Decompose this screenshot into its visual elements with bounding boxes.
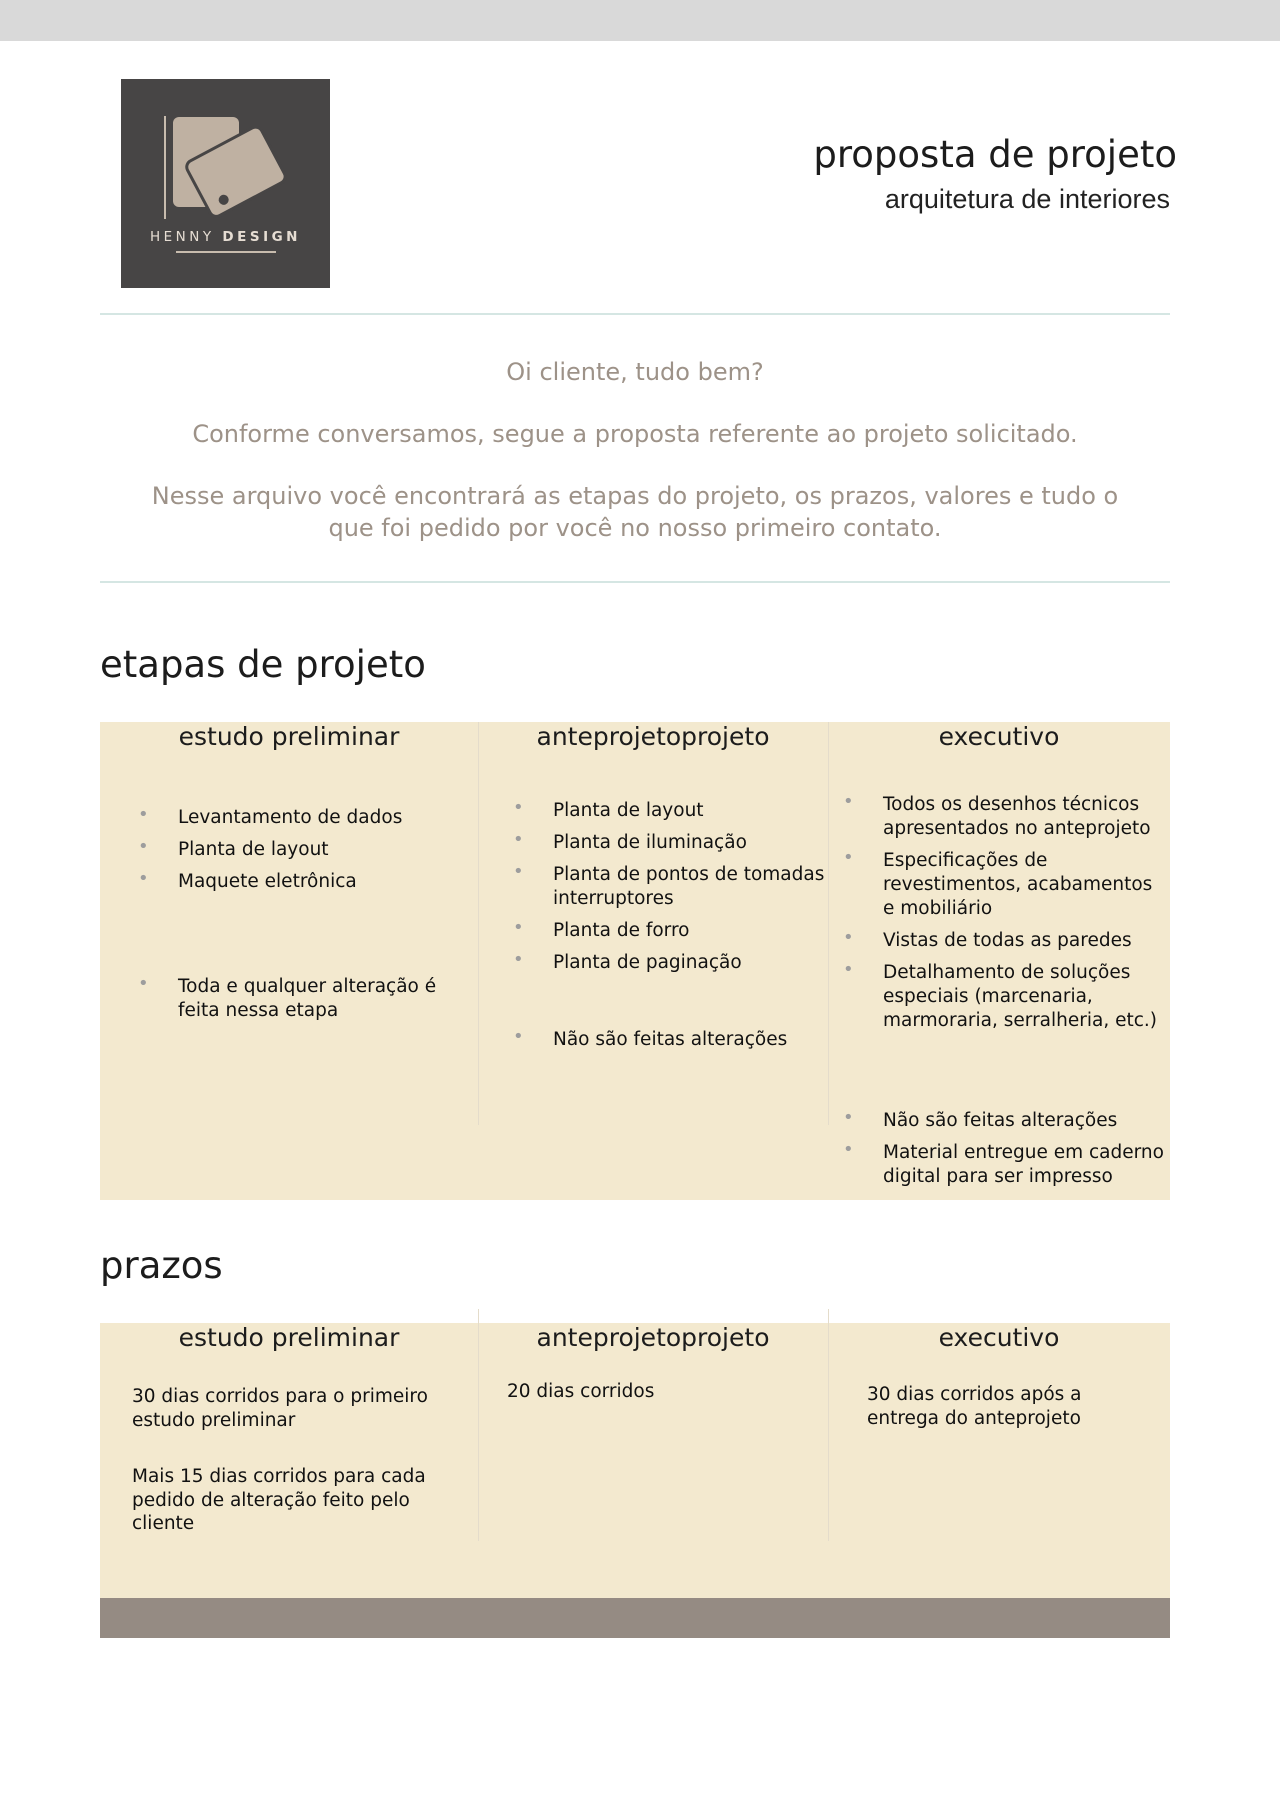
intro-line-2: Conforme conversamos, segue a proposta referente ao projeto solicitado.	[192, 420, 1078, 448]
logo-underline	[176, 251, 276, 253]
prazos-col-3-title: executivo	[938, 1323, 1060, 1352]
list-item: • Maquete eletrônica	[138, 870, 458, 894]
etapas-col-3-items	[843, 793, 1168, 1041]
prazos-heading: prazos	[100, 1244, 223, 1287]
etapas-panel	[100, 722, 1170, 1200]
prazos-col-2-text-1: 20 dias corridos	[507, 1381, 655, 1402]
etapas-col-1-title: estudo preliminar	[178, 722, 400, 751]
column-divider	[478, 722, 479, 1125]
intro-text	[100, 356, 1170, 544]
prazos-col-3-text-1: 30 dias corridos após a entrega do anteprojeto	[867, 1384, 1082, 1429]
list-item: • Planta de forro	[513, 919, 828, 943]
list-item: • Detalhamento de soluções especiais (marcenaria, marmoraria, serralheria, etc.)	[843, 961, 1168, 1033]
intro-line-3b: que foi pedido por você no nosso primeiro contato.	[328, 514, 942, 542]
prazos-col-1-title: estudo preliminar	[178, 1323, 400, 1352]
etapas-col-2-items	[513, 799, 828, 983]
footer-bar	[100, 1598, 1170, 1638]
logo-wordmark: HENNY DESIGN	[150, 229, 301, 245]
list-item: • Especificações de revestimentos, acabamentos e mobiliário	[843, 849, 1168, 921]
logo-mark-icon	[121, 79, 330, 288]
etapas-col-2-notes	[513, 1028, 828, 1060]
intro-greeting: Oi cliente, tudo bem?	[506, 358, 764, 386]
etapas-col-1-notes	[138, 975, 458, 1031]
top-bar	[0, 0, 1280, 41]
document-title: proposta de projeto	[813, 133, 1177, 176]
prazos-col-2-title: anteprojetoprojeto	[536, 1323, 770, 1352]
etapas-col-3-notes	[843, 1109, 1168, 1197]
list-item: • Vistas de todas as paredes	[843, 929, 1168, 953]
prazos-col-1-text-1: 30 dias corridos para o primeiro estudo preliminar	[132, 1386, 428, 1431]
list-item: • Não são feitas alterações	[513, 1028, 828, 1052]
intro-line-3a: Nesse arquivo você encontrará as etapas do projeto, os prazos, valores e tudo o	[151, 482, 1119, 510]
prazos-panel	[100, 1323, 1170, 1598]
column-divider	[828, 722, 829, 1125]
divider-bottom	[100, 581, 1170, 583]
document-subtitle: arquitetura de interiores	[884, 184, 1170, 214]
list-item: • Planta de layout	[138, 838, 458, 862]
prazos-col-1-text-2: Mais 15 dias corridos para cada pedido de alteração feito pelo cliente	[132, 1466, 426, 1534]
list-item: • Planta de pontos de tomadas interruptores	[513, 863, 828, 911]
list-item: • Planta de paginação	[513, 951, 828, 975]
list-item: • Não são feitas alterações	[843, 1109, 1168, 1133]
etapas-heading: etapas de projeto	[100, 643, 426, 686]
divider-top	[100, 313, 1170, 315]
list-item: • Toda e qualquer alteração é feita nessa etapa	[138, 975, 458, 1023]
list-item: • Planta de layout	[513, 799, 828, 823]
henny-design-logo	[121, 79, 330, 288]
list-item: • Todos os desenhos técnicos apresentados no anteprojeto	[843, 793, 1168, 841]
list-item: • Levantamento de dados	[138, 806, 458, 830]
etapas-col-2-title: anteprojetoprojeto	[536, 722, 770, 751]
list-item: • Planta de iluminação	[513, 831, 828, 855]
list-item: • Material entregue em caderno digital para ser impresso	[843, 1141, 1168, 1189]
etapas-col-3-title: executivo	[938, 722, 1060, 751]
etapas-col-1-items	[138, 806, 458, 902]
